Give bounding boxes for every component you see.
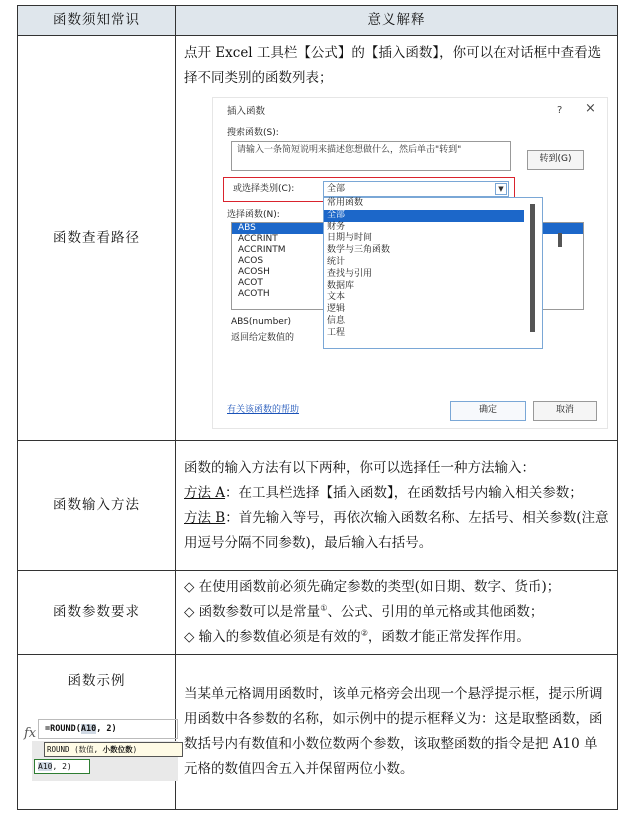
params-line-2-b: 、公式、引用的单元格或其他函数； (327, 604, 544, 620)
row-input (18, 441, 618, 571)
formula-ref: A10 (80, 724, 97, 734)
function-list-item[interactable]: ABS (232, 223, 583, 234)
footnote-1-marker: ① (320, 603, 328, 613)
function-list-item[interactable]: ACCRINT (238, 234, 278, 244)
tooltip-func: ROUND (数值, (47, 745, 103, 754)
input-intro: 函数的输入方法有以下两种，你可以选择任一种方法输入： (184, 459, 535, 476)
category-option[interactable]: 常用函数 (327, 198, 364, 208)
row-path-label: 函数查看路径 (18, 36, 176, 441)
category-option[interactable]: 信息 (327, 315, 346, 326)
category-option[interactable]: 查找与引用 (327, 268, 373, 279)
method-a-tag: 方法 A (184, 484, 226, 501)
params-line-3-a: ◇ 输入的参数值必须是有效的 (184, 629, 361, 645)
cell-suffix: , 2) (52, 762, 72, 771)
category-option[interactable]: 文本 (327, 292, 346, 303)
row-example-content (176, 655, 618, 810)
category-option[interactable]: 数据库 (327, 280, 355, 291)
function-list-item[interactable]: ACOT (238, 278, 263, 288)
tooltip-end: ) (132, 745, 138, 754)
method-a-text: ：在工具栏选择【插入函数】，在函数括号内输入相关参数； (225, 484, 583, 501)
cell-ref: A10 (38, 762, 53, 771)
category-select[interactable] (323, 181, 509, 197)
row-example-label: 函数示例 (67, 673, 126, 689)
row-example (18, 655, 618, 810)
search-label: 搜索函数(S): (227, 128, 279, 138)
formula-suffix: , 2) (96, 724, 117, 734)
category-option[interactable]: 逻辑 (327, 304, 346, 315)
params-line-3-b: ，函数才能正常发挥作用。 (367, 629, 530, 645)
fx-icon: fx (24, 726, 37, 741)
cancel-button[interactable]: 取消 (533, 401, 597, 421)
function-list-item[interactable]: ACOS (238, 256, 264, 266)
category-dropdown[interactable] (323, 197, 543, 349)
category-label: 或选择类别(C): (233, 184, 295, 194)
excel-example (18, 655, 175, 805)
header-knowledge: 函数须知常识 (18, 6, 176, 36)
search-input[interactable]: 请输入一条简短说明来描述您想做什么，然后单击"转到" (231, 141, 511, 171)
row-path-text: 点开 Excel 工具栏【公式】的【插入函数】，你可以在对话框中查看选择不同类别的函数列表； (184, 45, 602, 86)
header-row (18, 6, 618, 36)
knowledge-table (17, 5, 618, 810)
function-signature: ABS(number) (231, 317, 292, 327)
insert-function-dialog (212, 97, 608, 429)
go-button[interactable]: 转到(G) (527, 150, 584, 170)
category-option[interactable]: 财务 (327, 221, 346, 232)
function-tooltip (44, 742, 183, 757)
row-input-content (176, 441, 618, 571)
active-cell (34, 759, 90, 774)
category-option[interactable]: 日期与时间 (327, 233, 373, 244)
row-input-label: 函数输入方法 (18, 441, 176, 571)
params-line-3 (184, 625, 609, 650)
input-method-b (184, 506, 609, 556)
row-params-content (176, 571, 618, 655)
method-b-tag: 方法 B (184, 509, 226, 526)
dialog-title: 插入函数 (227, 106, 266, 117)
category-select-value: 全部 (327, 184, 346, 194)
function-help-link[interactable]: 有关该函数的帮助 (227, 405, 300, 415)
row-path (18, 36, 618, 441)
row-params-label: 函数参数要求 (18, 571, 176, 655)
category-option[interactable]: 数学与三角函数 (327, 245, 391, 256)
function-description: 返回给定数值的 (231, 333, 295, 343)
header-explanation: 意义解释 (176, 6, 618, 36)
function-list-item[interactable]: ACOSH (238, 267, 270, 277)
params-line-2-a: ◇ 函数参数可以是常量 (184, 604, 321, 620)
formula-bar (38, 719, 178, 739)
method-b-text: ：首先输入等号，再依次输入函数名称、左括号、相关参数(注意用逗号分隔不同参数)，最后输入右括号。 (184, 509, 609, 551)
category-option[interactable]: 统计 (327, 256, 346, 267)
footnote-2-marker: ② (360, 628, 368, 638)
formula-prefix: =ROUND( (45, 724, 81, 734)
function-list-item[interactable]: ACOTH (238, 289, 270, 299)
input-method-a (184, 481, 609, 506)
function-list-scrollbar[interactable] (558, 233, 562, 247)
row-example-label-cell (18, 655, 176, 810)
params-line-2 (184, 600, 609, 625)
example-text: 当某单元格调用函数时，该单元格旁会出现一个悬浮提示框，提示所调用函数中各参数的名称，如示例中的提示框释义为：这是取整函数，函数括号内有数值和小数位数两个参数，该取整函数的指令是把 A10 单元格的数值四舍五入并保留两位小数。 (184, 686, 603, 777)
category-option[interactable]: 全部 (324, 210, 524, 222)
params-line-1: ◇ 在使用函数前必须先确定参数的类型(如日期、数字、货币)； (184, 579, 561, 595)
row-params (18, 571, 618, 655)
chevron-down-icon[interactable]: ▼ (495, 183, 507, 195)
category-option[interactable]: 工程 (327, 327, 346, 338)
function-list-item[interactable]: ACCRINTM (238, 245, 286, 255)
row-path-content (176, 36, 618, 441)
help-icon[interactable]: ? (557, 105, 563, 116)
select-function-label: 选择函数(N): (227, 210, 280, 220)
category-dropdown-scrollbar[interactable] (530, 204, 535, 332)
ok-button[interactable]: 确定 (450, 401, 526, 421)
tooltip-current-param: 小数位数 (102, 745, 133, 754)
close-icon[interactable]: × (585, 101, 596, 116)
